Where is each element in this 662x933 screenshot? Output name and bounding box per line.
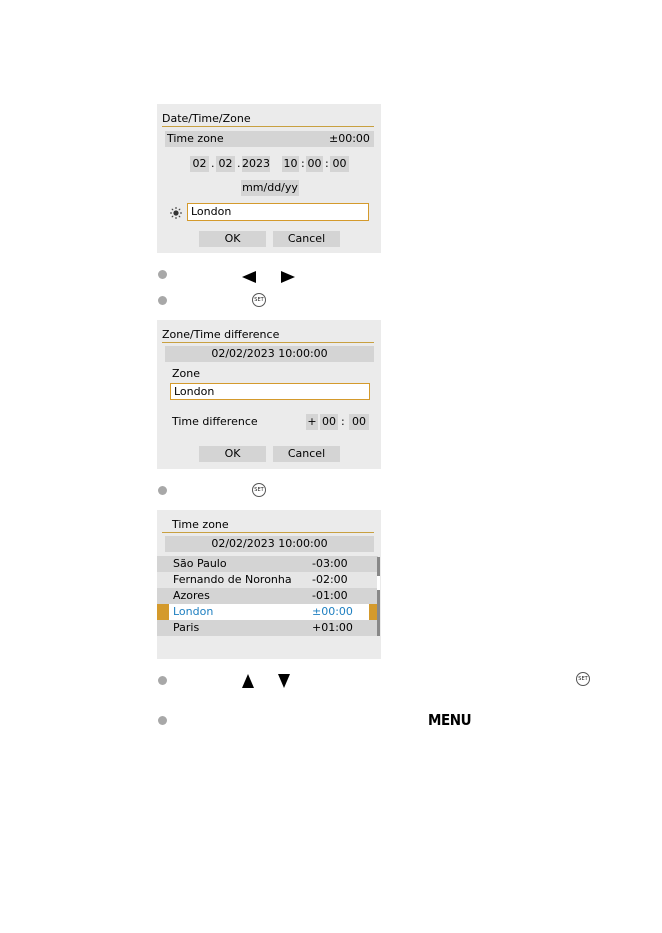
zone-list-scrollbar[interactable]: [377, 557, 380, 636]
right-arrow-icon: [281, 268, 295, 287]
zone-offset: -03:00: [312, 557, 348, 570]
zone-list-scroll-thumb[interactable]: [377, 576, 380, 590]
menu-button-label: MENU: [428, 711, 472, 729]
date-sep-1: .: [211, 157, 215, 170]
set-button-icon-3: SET: [576, 672, 590, 686]
bullet-3: [158, 486, 167, 495]
zone-list-item-sao-paulo[interactable]: [157, 556, 378, 572]
zone-field[interactable]: London: [187, 203, 369, 221]
bullet-2: [158, 296, 167, 305]
date-sep-2: .: [237, 157, 241, 170]
time-sep-1: :: [301, 157, 305, 170]
time-difference-label: Time difference: [172, 415, 258, 428]
diff-sign-field[interactable]: +: [307, 415, 317, 428]
zone-list-item-paris[interactable]: [157, 620, 378, 636]
day-field[interactable]: 02: [190, 156, 209, 172]
screen2-title: Zone/Time difference: [162, 328, 280, 341]
zone-list-item-fernando-de-noronha[interactable]: [157, 572, 378, 588]
diff-minute-field[interactable]: 00: [349, 414, 369, 430]
set-button-icon-2: SET: [252, 483, 266, 497]
zone-offset: +01:00: [312, 621, 353, 634]
zone-name: Azores: [173, 589, 210, 602]
date-format-field[interactable]: mm/dd/yy: [242, 181, 298, 194]
time-zone-value: ±00:00: [329, 132, 370, 145]
left-arrow-icon: [242, 268, 256, 287]
year-field[interactable]: 2023: [242, 157, 270, 170]
zone-name: São Paulo: [173, 557, 227, 570]
screen1-title: Date/Time/Zone: [162, 112, 251, 125]
screen1-title-rule: [162, 126, 374, 127]
ok-button[interactable]: OK: [199, 231, 266, 247]
screen3-title: Time zone: [172, 518, 229, 531]
zone-label: Zone: [172, 367, 201, 380]
down-arrow-icon: [278, 673, 290, 692]
time-sep-2: :: [325, 157, 329, 170]
screen2-datetime: 02/02/2023 10:00:00: [211, 347, 328, 360]
diff-hour-field[interactable]: 00: [322, 415, 336, 428]
zone-list-item-london-selected[interactable]: [157, 604, 378, 620]
screen2-title-rule: [162, 342, 374, 343]
bullet-5: [158, 716, 167, 725]
zone-offset: ±00:00: [312, 605, 353, 618]
zone-name: Fernando de Noronha: [173, 573, 292, 586]
bullet-4: [158, 676, 167, 685]
zone-name-field[interactable]: London: [170, 383, 370, 400]
screen3-datetime: 02/02/2023 10:00:00: [211, 537, 328, 550]
daylight-saving-icon: [170, 205, 184, 219]
set-button-icon: SET: [252, 293, 266, 307]
hour-field[interactable]: 10: [283, 157, 298, 170]
zone-list-item-azores[interactable]: [157, 588, 378, 604]
zone-name: Paris: [173, 621, 200, 634]
second-field[interactable]: 00: [330, 156, 349, 172]
diff-sep: :: [341, 415, 345, 428]
cancel-button[interactable]: Cancel: [273, 231, 340, 247]
ok-button-2[interactable]: OK: [199, 446, 266, 462]
zone-offset: -01:00: [312, 589, 348, 602]
cancel-button-2[interactable]: Cancel: [273, 446, 340, 462]
minute-field[interactable]: 00: [307, 157, 322, 170]
zone-name: London: [173, 605, 214, 618]
zone-offset: -02:00: [312, 573, 348, 586]
month-field[interactable]: 02: [216, 156, 235, 172]
time-zone-label: Time zone: [167, 132, 224, 145]
bullet-1: [158, 270, 167, 279]
screen3-title-rule: [162, 532, 374, 533]
up-arrow-icon: [242, 673, 254, 692]
